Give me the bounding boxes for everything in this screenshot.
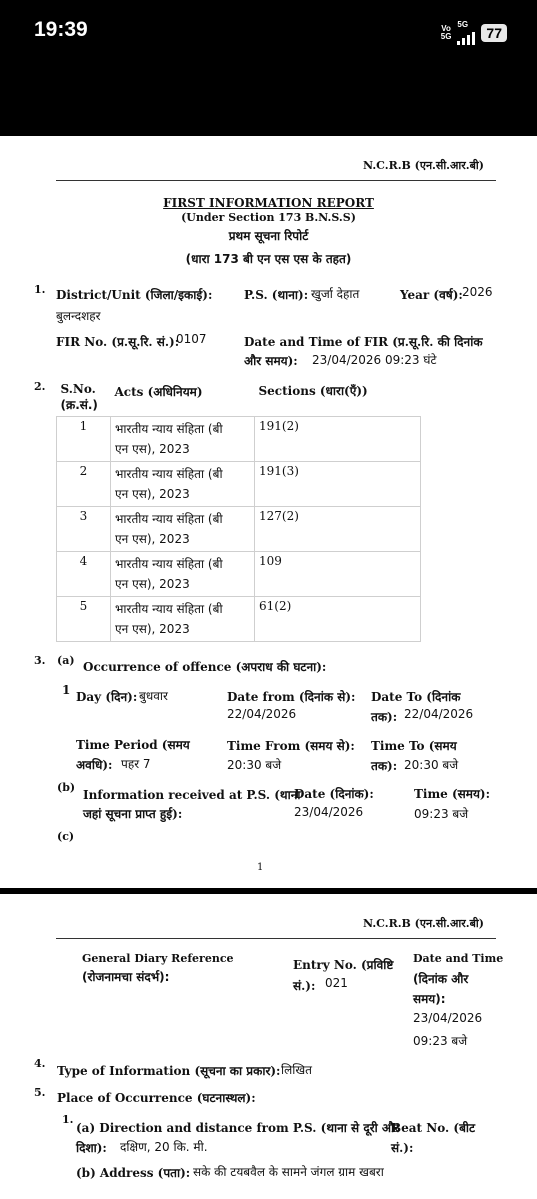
- info-type-value: लिखित: [281, 1063, 313, 1077]
- date-to-label: Date To (दिनांक: [371, 690, 461, 704]
- address-value: सके की टयबवैल के सामने जंगल ग्राम खबरा: [193, 1165, 384, 1179]
- section-1-number: 1.: [34, 283, 46, 296]
- s3-b-marker: (b): [57, 781, 76, 794]
- s3-a-marker: (a): [57, 654, 75, 667]
- section-5-number: 5.: [34, 1086, 46, 1099]
- fir-date-value: 23/04/2026 09:23 घंटे: [312, 353, 437, 367]
- fir-page-2: [0, 894, 537, 1199]
- s5-sub-1: 1.: [62, 1113, 74, 1126]
- beat-no-label-2: सं.):: [391, 1141, 414, 1155]
- ps-label: P.S. (थाना):: [244, 288, 309, 302]
- gd-label: General Diary Reference: [82, 952, 234, 965]
- year-label: Year (वर्ष):: [400, 288, 463, 302]
- entry-no-label-2: सं.):: [293, 979, 316, 993]
- direction-label: (a) Direction and distance from P.S. (थाना से दूरी और: [76, 1121, 400, 1135]
- info-received-label: Information received at P.S. (थाना: [83, 788, 301, 802]
- system-icons: [441, 20, 507, 45]
- date-from-value: 22/04/2026: [227, 707, 297, 721]
- section-2-number: 2.: [34, 380, 46, 393]
- table-row: 5 भारतीय न्याय संहिता (बी एन एस), 2023 61(2): [57, 596, 421, 641]
- info-date-label: Date (दिनांक):: [294, 787, 374, 801]
- s3-c-marker: (c): [57, 830, 75, 843]
- section-3-number: 3.: [34, 654, 46, 667]
- fir-date-label-2: और समय):: [244, 354, 298, 368]
- table-row: 2 भारतीय न्याय संहिता (बी एन एस), 2023 191(3): [57, 461, 421, 506]
- entry-no-label: Entry No. (प्रविष्टि: [293, 958, 394, 972]
- direction-value: दक्षिण, 20 कि. मी.: [120, 1140, 208, 1154]
- time-period-value: पहर 7: [121, 757, 151, 771]
- date-from-label: Date from (दिनांक से):: [227, 690, 356, 704]
- sno-header: S.No.: [60, 382, 96, 396]
- acts-header: Acts (अधिनियम): [111, 380, 255, 416]
- report-subtitle-hindi: (धारा 173 बी एन एस एस के तहत): [185, 252, 352, 266]
- battery-icon: 77: [481, 24, 507, 42]
- year-value: 2026: [462, 285, 493, 299]
- gd-date-label: Date and Time: [413, 952, 504, 965]
- s3-sub-1: 1: [62, 683, 71, 697]
- gd-date-label-3: समय):: [413, 992, 446, 1006]
- table-row: 3 भारतीय न्याय संहिता (बी एन एस), 2023 127(2): [57, 506, 421, 551]
- address-label: (b) Address (पता):: [76, 1166, 191, 1180]
- table-row: 4 भारतीय न्याय संहिता (बी एन एस), 2023 109: [57, 551, 421, 596]
- header-divider-2: [56, 938, 496, 939]
- info-received-label-2: जहां सूचना प्राप्त हुई):: [83, 807, 183, 821]
- info-time-value: 09:23 बजे: [414, 807, 469, 821]
- report-title-hindi: प्रथम सूचना रिपोर्ट: [228, 229, 309, 243]
- time-to-value: 20:30 बजे: [404, 758, 459, 772]
- occurrence-label: Occurrence of offence (अपराध की घटना):: [83, 660, 327, 674]
- fir-date-label: Date and Time of FIR (प्र.सू.रि. की दिनांक: [244, 335, 483, 349]
- info-time-label: Time (समय):: [414, 787, 491, 801]
- acts-sections-table: [56, 380, 421, 642]
- district-value: बुलन्दशहर: [56, 309, 101, 323]
- time-to-label: Time To (समय: [371, 739, 457, 753]
- day-label: Day (दिन):: [76, 690, 138, 704]
- direction-label-2: दिशा):: [76, 1141, 107, 1155]
- status-bar: [0, 0, 537, 136]
- info-date-value: 23/04/2026: [294, 805, 364, 819]
- header-divider: [56, 180, 496, 181]
- beat-no-label: Beat No. (बीट: [391, 1121, 476, 1135]
- report-title: FIRST INFORMATION REPORT: [163, 196, 374, 210]
- gd-date-label-2: (दिनांक और: [413, 972, 469, 986]
- info-type-label: Type of Information (सूचना का प्रकार):: [57, 1064, 281, 1078]
- time-period-label: Time Period (समय: [76, 738, 190, 752]
- page-number: 1: [257, 862, 264, 873]
- date-to-label-2: तक):: [371, 710, 398, 724]
- report-subtitle: (Under Section 173 B.N.S.S): [181, 211, 356, 224]
- ps-value: खुर्जा देहात: [311, 287, 360, 301]
- table-row: 1 भारतीय न्याय संहिता (बी एन एस), 2023 191(2): [57, 416, 421, 461]
- ncrb-header-2: N.C.R.B (एन.सी.आर.बी): [363, 917, 484, 930]
- time-from-label: Time From (समय से):: [227, 739, 355, 753]
- volte-icon: Vo 5G: [440, 23, 452, 41]
- district-label: District/Unit (जिला/इकाई):: [56, 288, 213, 302]
- fir-page-1: [0, 136, 537, 888]
- section-4-number: 4.: [34, 1057, 46, 1070]
- fir-no-value: 0107: [176, 332, 207, 346]
- gd-time-value: 09:23 बजे: [413, 1034, 468, 1048]
- time-to-label-2: तक):: [371, 759, 398, 773]
- sections-header: Sections (धारा(एँ)): [255, 380, 421, 416]
- gd-date-value: 23/04/2026: [413, 1011, 483, 1025]
- status-time: 19:39: [34, 18, 88, 41]
- gd-label-2: (रोजनामचा संदर्भ):: [82, 970, 170, 984]
- fir-no-label: FIR No. (प्र.सू.रि. सं.):: [56, 335, 180, 349]
- time-period-label-2: अवधि):: [76, 758, 113, 772]
- place-label: Place of Occurrence (घटनास्थल):: [57, 1091, 256, 1105]
- date-to-value: 22/04/2026: [404, 707, 474, 721]
- entry-no-value: 021: [325, 976, 348, 990]
- day-value: बुधवार: [139, 689, 168, 703]
- ncrb-header: N.C.R.B (एन.सी.आर.बी): [363, 159, 484, 172]
- table-header: S.No. (क्र.सं.) Acts (अधिनियम) Sections (धारा(एँ)): [57, 380, 421, 416]
- signal-icon: 5G: [457, 20, 475, 45]
- time-from-value: 20:30 बजे: [227, 758, 282, 772]
